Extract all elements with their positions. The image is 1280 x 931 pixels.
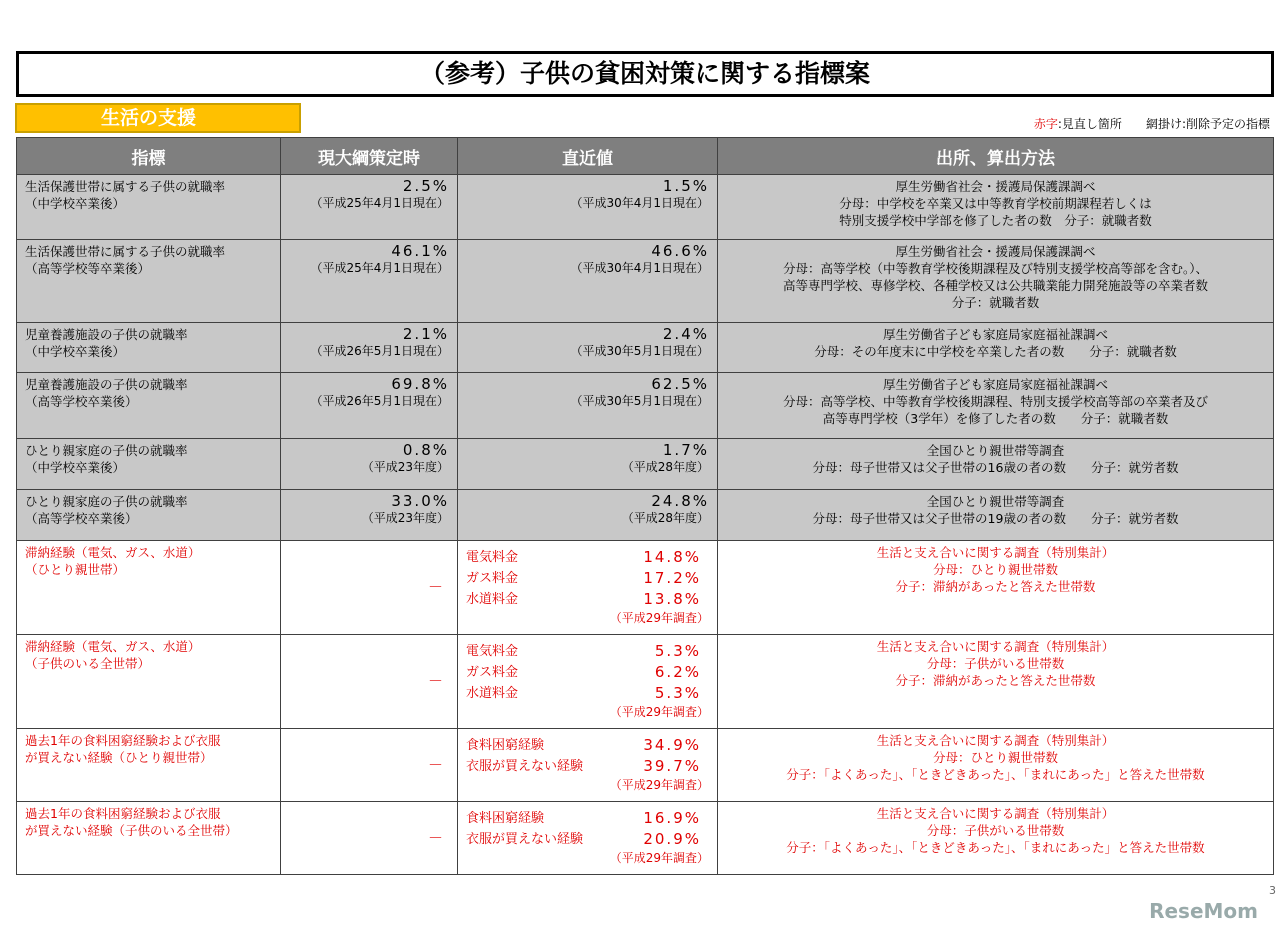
indicator-line: （中学校卒業後） [25, 196, 126, 211]
latest-item [466, 735, 709, 756]
indicator-cell [17, 373, 281, 439]
source-cell [718, 240, 1274, 323]
latest-value: 24.8% [651, 492, 709, 510]
source-line: 生活と支え合いに関する調査（特別集計） [876, 545, 1115, 560]
latest-item [466, 808, 709, 829]
source-cell [718, 802, 1274, 875]
indicator-cell [17, 729, 281, 802]
indicator-line: 滞納経験（電気、ガス、水道） [25, 545, 201, 560]
indicator-cell [17, 240, 281, 323]
indicator-line: 児童養護施設の子供の就職率 [25, 327, 188, 342]
table-row [17, 729, 1274, 802]
latest-item [466, 683, 709, 704]
item-value: 13.8% [643, 590, 701, 608]
indicator-cell [17, 175, 281, 240]
latest-item [466, 829, 709, 850]
item-label: 水道料金 [466, 686, 519, 701]
indicator-line: （中学校卒業後） [25, 344, 126, 359]
header-base: 現大綱策定時 [281, 138, 458, 175]
base-cell [281, 373, 458, 439]
table-row [17, 323, 1274, 373]
indicator-line: （高等学校卒業後） [25, 394, 138, 409]
item-label: 食料困窮経験 [466, 811, 545, 826]
source-line: 厚生労働省社会・援護局保護課調べ [895, 244, 1096, 259]
latest-cell [458, 175, 718, 240]
indicator-line: （高等学校卒業後） [25, 511, 138, 526]
indicator-line: が買えない経験（ひとり親世帯） [25, 750, 213, 765]
latest-item [466, 662, 709, 683]
item-value: 6.2% [654, 663, 701, 681]
source-line: 高等専門学校、専修学校、各種学校又は公共職業能力開発施設等の卒業者数 [782, 278, 1208, 293]
latest-note: （平成29年調査） [609, 851, 709, 865]
item-label: 水道料金 [466, 592, 519, 607]
item-value: 34.9% [643, 736, 701, 754]
base-value: 33.0% [391, 492, 449, 510]
source-line: 分母：母子世帯又は父子世帯の19歳の者の数 分子：就労者数 [812, 511, 1179, 526]
latest-item [466, 756, 709, 777]
source-line: 生活と支え合いに関する調査（特別集計） [876, 639, 1115, 654]
base-value: 69.8% [391, 375, 449, 393]
item-label: 衣服が買えない経験 [466, 759, 584, 774]
source-cell [718, 541, 1274, 635]
indicator-cell [17, 323, 281, 373]
item-value: 20.9% [643, 830, 701, 848]
base-cell [281, 323, 458, 373]
source-line: 全国ひとり親世帯等調査 [926, 443, 1065, 458]
latest-item [466, 547, 709, 568]
source-line: 分子：滞納があったと答えた世帯数 [895, 579, 1096, 594]
base-note: （平成25年4月1日現在） [310, 196, 449, 210]
source-cell [718, 439, 1274, 490]
indicator-line: 生活保護世帯に属する子供の就職率 [25, 179, 226, 194]
latest-cell [458, 635, 718, 729]
indicator-line: 生活保護世帯に属する子供の就職率 [25, 244, 226, 259]
item-value: 14.8% [643, 548, 701, 566]
table-header [17, 138, 1274, 175]
item-label: 食料困窮経験 [466, 738, 545, 753]
latest-note: （平成30年5月1日現在） [570, 394, 709, 408]
latest-note: （平成30年5月1日現在） [570, 344, 709, 358]
source-line: 生活と支え合いに関する調査（特別集計） [876, 806, 1115, 821]
base-cell [281, 175, 458, 240]
item-label: 衣服が買えない経験 [466, 832, 584, 847]
source-cell [718, 175, 1274, 240]
source-line: 分子：「よくあった」、「ときどきあった」、「まれにあった」と答えた世帯数 [786, 840, 1205, 855]
base-cell: － [281, 635, 458, 729]
page-number: 3 [1269, 884, 1276, 897]
latest-cell [458, 323, 718, 373]
header-indicator: 指標 [17, 138, 281, 175]
latest-cell [458, 490, 718, 541]
item-value: 16.9% [643, 809, 701, 827]
base-note: （平成23年度） [361, 511, 449, 525]
latest-note: （平成28年度） [621, 511, 709, 525]
table-row [17, 175, 1274, 240]
item-value: 5.3% [654, 684, 701, 702]
indicator-cell [17, 541, 281, 635]
source-line: 分母：母子世帯又は父子世帯の16歳の者の数 分子：就労者数 [812, 460, 1179, 475]
latest-value: 2.4% [662, 325, 709, 343]
latest-cell [458, 240, 718, 323]
item-label: 電気料金 [466, 644, 519, 659]
indicator-cell [17, 439, 281, 490]
latest-value: 46.6% [651, 242, 709, 260]
source-line: 分子：就職者数 [951, 295, 1040, 310]
indicator-cell [17, 802, 281, 875]
indicator-table [16, 137, 1274, 875]
watermark-logo: ReseMom [1149, 899, 1258, 923]
source-line: 分母：高等学校、中等教育学校後期課程、特別支援学校高等部の卒業者及び [782, 394, 1208, 409]
item-label: ガス料金 [466, 665, 519, 680]
indicator-line: 過去1年の食料困窮経験および衣服 [25, 733, 221, 748]
source-line: 分母：ひとり親世帯数 [932, 562, 1058, 577]
legend-hatch: 網掛け:削除予定の指標 [1145, 117, 1270, 131]
indicator-line: 過去1年の食料困窮経験および衣服 [25, 806, 221, 821]
latest-cell [458, 729, 718, 802]
source-cell [718, 373, 1274, 439]
legend [1034, 115, 1270, 132]
indicator-line: 滞納経験（電気、ガス、水道） [25, 639, 201, 654]
source-line: 分母：その年度末に中学校を卒業した者の数 分子：就職者数 [814, 344, 1177, 359]
latest-note: （平成30年4月1日現在） [570, 196, 709, 210]
source-line: 高等専門学校（3学年）を修了した者の数 分子：就職者数 [822, 411, 1169, 426]
table-row [17, 373, 1274, 439]
indicator-line: （ひとり親世帯） [25, 562, 126, 577]
table-row [17, 541, 1274, 635]
indicator-line: が買えない経験（子供のいる全世帯） [25, 823, 238, 838]
table-row [17, 490, 1274, 541]
section-label: 生活の支援 [15, 103, 301, 133]
source-line: 生活と支え合いに関する調査（特別集計） [876, 733, 1115, 748]
source-cell [718, 729, 1274, 802]
item-value: 5.3% [654, 642, 701, 660]
base-value: 46.1% [391, 242, 449, 260]
base-cell: － [281, 541, 458, 635]
source-line: 厚生労働省子ども家庭局家庭福祉課調べ [882, 327, 1108, 342]
indicator-line: 児童養護施設の子供の就職率 [25, 377, 188, 392]
item-value: 39.7% [643, 757, 701, 775]
legend-red-desc: :見直し箇所 [1057, 117, 1122, 131]
base-value: 0.8% [402, 441, 449, 459]
base-note: （平成23年度） [361, 460, 449, 474]
base-value: 2.5% [402, 177, 449, 195]
base-note: （平成25年4月1日現在） [310, 261, 449, 275]
source-line: 分母：中学校を卒業又は中等教育学校前期課程若しくは [839, 196, 1152, 211]
header-latest: 直近値 [458, 138, 718, 175]
legend-red: 赤字 [1033, 117, 1058, 131]
source-line: 厚生労働省社会・援護局保護課調べ [895, 179, 1096, 194]
latest-note: （平成29年調査） [609, 611, 709, 625]
base-value: 2.1% [402, 325, 449, 343]
source-line: 分母：子供がいる世帯数 [926, 656, 1065, 671]
latest-value: 1.7% [662, 441, 709, 459]
source-cell [718, 635, 1274, 729]
indicator-line: （高等学校等卒業後） [25, 261, 151, 276]
source-line: 分子：滞納があったと答えた世帯数 [895, 673, 1096, 688]
page-title: （参考）子供の貧困対策に関する指標案 [16, 51, 1274, 97]
latest-value: 1.5% [662, 177, 709, 195]
table-row [17, 635, 1274, 729]
latest-item [466, 568, 709, 589]
item-value: 17.2% [643, 569, 701, 587]
item-label: 電気料金 [466, 550, 519, 565]
latest-note: （平成30年4月1日現在） [570, 261, 709, 275]
source-line: 分子：「よくあった」、「ときどきあった」、「まれにあった」と答えた世帯数 [786, 767, 1205, 782]
base-note: （平成26年5月1日現在） [310, 394, 449, 408]
table-row [17, 802, 1274, 875]
table-row [17, 439, 1274, 490]
indicator-line: （中学校卒業後） [25, 460, 126, 475]
indicator-cell [17, 635, 281, 729]
latest-note: （平成29年調査） [609, 705, 709, 719]
latest-value: 62.5% [651, 375, 709, 393]
base-cell [281, 439, 458, 490]
table-row [17, 240, 1274, 323]
header-source: 出所、算出方法 [718, 138, 1274, 175]
source-cell [718, 490, 1274, 541]
source-line: 分母：高等学校（中等教育学校後期課程及び特別支援学校高等部を含む。）、 [782, 261, 1208, 276]
latest-cell [458, 541, 718, 635]
indicator-cell [17, 490, 281, 541]
source-cell [718, 323, 1274, 373]
base-cell [281, 490, 458, 541]
source-line: 分母：ひとり親世帯数 [932, 750, 1058, 765]
base-cell: － [281, 802, 458, 875]
latest-item [466, 641, 709, 662]
indicator-line: ひとり親家庭の子供の就職率 [25, 443, 188, 458]
indicator-line: ひとり親家庭の子供の就職率 [25, 494, 188, 509]
base-cell [281, 240, 458, 323]
latest-cell [458, 439, 718, 490]
latest-note: （平成29年調査） [609, 778, 709, 792]
latest-cell [458, 802, 718, 875]
latest-cell [458, 373, 718, 439]
latest-item [466, 589, 709, 610]
base-cell: － [281, 729, 458, 802]
source-line: 全国ひとり親世帯等調査 [926, 494, 1065, 509]
latest-note: （平成28年度） [621, 460, 709, 474]
source-line: 特別支援学校中学部を修了した者の数 分子：就職者数 [839, 213, 1152, 228]
indicator-line: （子供のいる全世帯） [25, 656, 151, 671]
item-label: ガス料金 [466, 571, 519, 586]
source-line: 分母：子供がいる世帯数 [926, 823, 1065, 838]
source-line: 厚生労働省子ども家庭局家庭福祉課調べ [882, 377, 1108, 392]
base-note: （平成26年5月1日現在） [310, 344, 449, 358]
